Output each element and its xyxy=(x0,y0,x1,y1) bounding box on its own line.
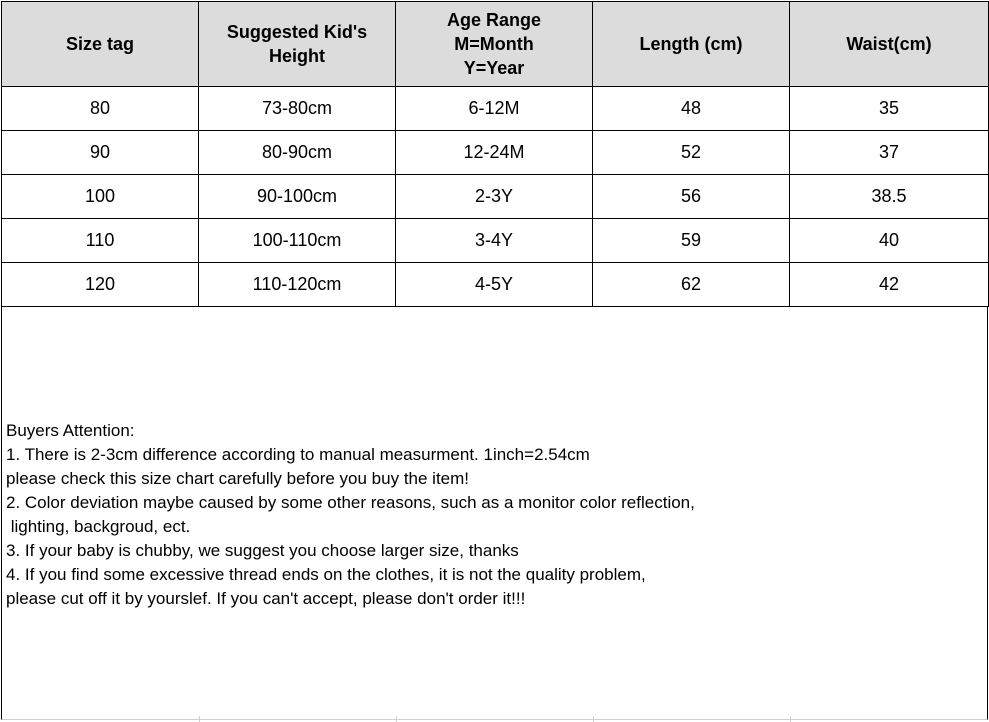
cell-age-range: 3-4Y xyxy=(396,219,593,263)
cell-height: 100-110cm xyxy=(199,219,396,263)
cell-size-tag: 120 xyxy=(2,263,199,307)
table-row xyxy=(2,87,989,131)
header-size-tag xyxy=(2,2,199,87)
cell-size-tag: 100 xyxy=(2,175,199,219)
gridline-tick xyxy=(790,716,791,722)
header-length xyxy=(593,2,790,87)
gridline-tick xyxy=(396,716,397,722)
notes-heading: Buyers Attention: xyxy=(6,421,135,440)
table-row xyxy=(2,131,989,175)
size-table xyxy=(1,1,989,307)
cell-waist: 38.5 xyxy=(790,175,989,219)
cell-age-range: 4-5Y xyxy=(396,263,593,307)
cell-size-tag: 110 xyxy=(2,219,199,263)
cell-length: 56 xyxy=(593,175,790,219)
cell-length: 52 xyxy=(593,131,790,175)
header-line: Size tag xyxy=(65,34,135,54)
cell-age-range: 2-3Y xyxy=(396,175,593,219)
header-waist xyxy=(790,2,989,87)
header-line: M=Month xyxy=(454,34,534,54)
cell-waist: 35 xyxy=(790,87,989,131)
note-line: lighting, backgroud, ect. xyxy=(6,517,191,536)
header-line: Height xyxy=(269,46,325,66)
cell-height: 80-90cm xyxy=(199,131,396,175)
cell-height: 73-80cm xyxy=(199,87,396,131)
note-line: 3. If your baby is chubby, we suggest you choose larger size, thanks xyxy=(6,541,519,560)
cell-length: 59 xyxy=(593,219,790,263)
note-line: please cut off it by yourslef. If you can't accept, please don't order it!!! xyxy=(6,589,526,608)
gridline-tick xyxy=(593,716,594,722)
note-line: please check this size chart carefully before you buy the item! xyxy=(6,469,470,488)
table-header-row xyxy=(2,2,989,87)
cell-size-tag: 80 xyxy=(2,87,199,131)
header-line: Suggested Kid's xyxy=(226,22,368,42)
table-row xyxy=(2,219,989,263)
faint-gridline-ticks xyxy=(0,716,989,722)
buyers-attention-notes xyxy=(6,419,695,611)
header-line: Y=Year xyxy=(463,58,525,78)
cell-length: 48 xyxy=(593,87,790,131)
cell-height: 90-100cm xyxy=(199,175,396,219)
table-row xyxy=(2,263,989,307)
header-age-range xyxy=(396,2,593,87)
header-suggested-height xyxy=(199,2,396,87)
table-row xyxy=(2,175,989,219)
cell-height: 110-120cm xyxy=(199,263,396,307)
cell-age-range: 12-24M xyxy=(396,131,593,175)
cell-age-range: 6-12M xyxy=(396,87,593,131)
gridline-tick xyxy=(199,716,200,722)
note-line: 4. If you find some excessive thread ends on the clothes, it is not the quality problem, xyxy=(6,565,646,584)
cell-length: 62 xyxy=(593,263,790,307)
cell-size-tag: 90 xyxy=(2,131,199,175)
cell-waist: 40 xyxy=(790,219,989,263)
note-line: 2. Color deviation maybe caused by some other reasons, such as a monitor color reflection, xyxy=(6,493,695,512)
header-line: Length (cm) xyxy=(639,34,743,54)
header-line: Waist(cm) xyxy=(846,34,932,54)
note-line: 1. There is 2-3cm difference according to manual measurment. 1inch=2.54cm xyxy=(6,445,590,464)
cell-waist: 37 xyxy=(790,131,989,175)
header-line: Age Range xyxy=(446,10,542,30)
cell-waist: 42 xyxy=(790,263,989,307)
